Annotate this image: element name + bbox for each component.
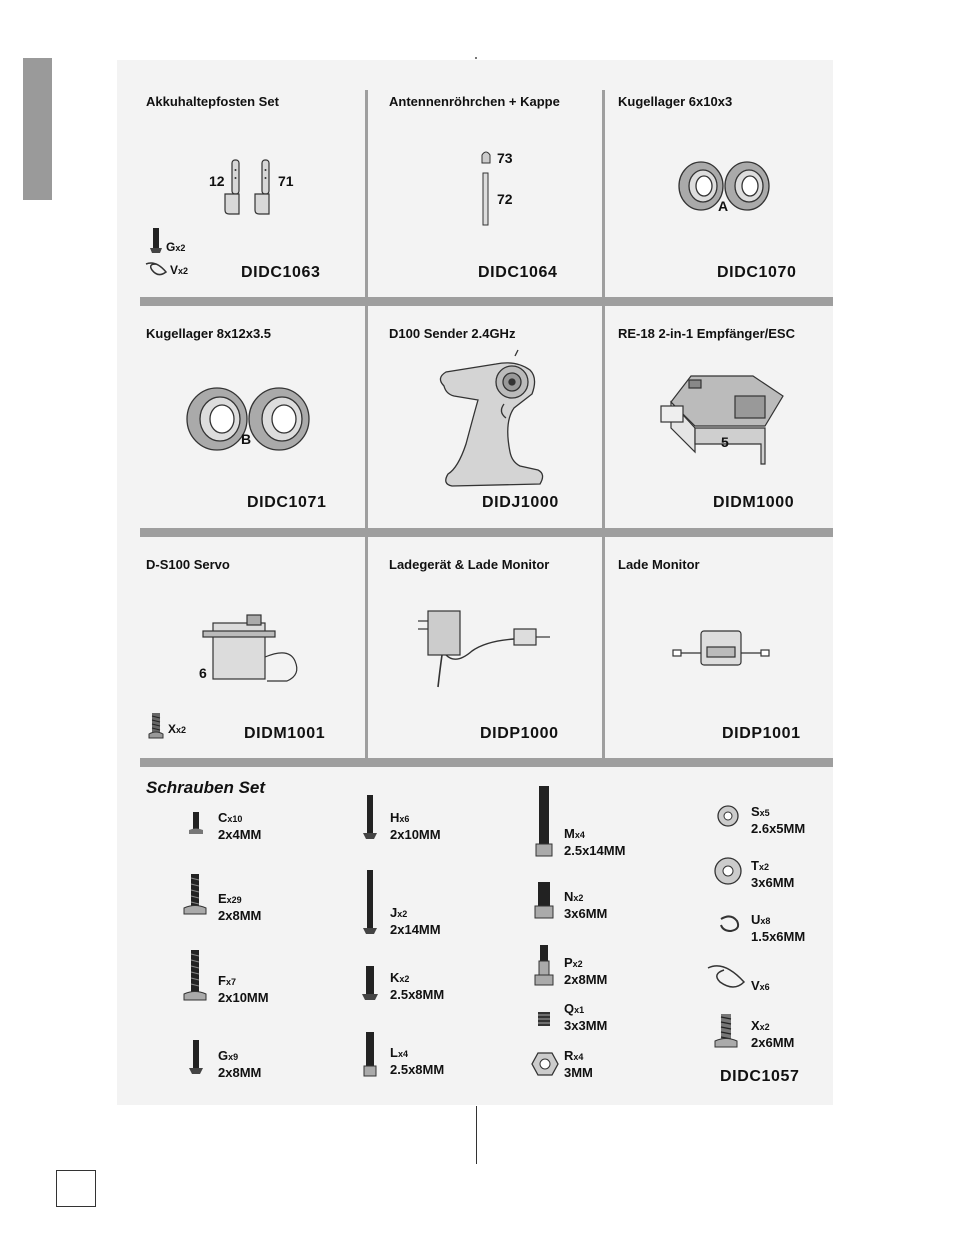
kit-title: Lade Monitor: [618, 557, 700, 572]
kit-code: DIDJ1000: [482, 494, 559, 511]
kit-lade-monitor: [605, 537, 833, 758]
screw-e-icon: [183, 874, 207, 918]
divider-h1: [140, 297, 833, 306]
screw-v-label: Vx6: [751, 978, 770, 993]
extra-v: Vx2: [170, 263, 189, 277]
part-label-5: 5: [721, 434, 729, 450]
kit-ladegeraet: [368, 537, 602, 758]
screw-n-icon: [533, 882, 555, 920]
screw-q-label: Qx1 3x3MM: [564, 1001, 608, 1033]
kit-antennenroehrchen: [368, 60, 602, 297]
part-label-b: B: [241, 431, 252, 447]
kit-title: Ladegerät & Lade Monitor: [389, 557, 550, 572]
screw-x-label: Xx2 2x6MM: [751, 1018, 795, 1050]
screw-p-label: Px2 2x8MM: [564, 955, 608, 987]
screw-c-icon: [188, 812, 204, 838]
kit-code: DIDP1000: [480, 725, 559, 742]
part-label-71: 71: [278, 173, 294, 189]
section-tab: [23, 58, 52, 200]
kit-title: Akkuhaltepfosten Set: [146, 94, 279, 109]
extra-g: Gx2: [166, 240, 186, 254]
screw-h-icon: [362, 795, 378, 841]
kit-code: DIDM1000: [713, 494, 795, 511]
kit-title: Kugellager 6x10x3: [618, 94, 733, 109]
screw-g-label: Gx9 2x8MM: [218, 1048, 262, 1080]
divider-h2: [140, 528, 833, 537]
washer-t-icon: [713, 856, 743, 886]
receiver-esc-icon: [659, 372, 789, 467]
part-label-12: 12: [209, 173, 225, 189]
kit-code: DIDP1001: [722, 725, 801, 742]
antenna-cap-icon: [481, 150, 491, 164]
divider-h3: [140, 758, 833, 767]
kit-d-s100-servo: [117, 537, 365, 758]
servo-icon: [203, 609, 303, 685]
screw-set-code: DIDC1057: [720, 1068, 800, 1085]
antenna-tube-icon: [482, 172, 490, 226]
screw-n-label: Nx2 3x6MM: [564, 889, 608, 921]
screw-f-icon: [183, 950, 207, 1004]
kit-d100-sender: [368, 306, 602, 528]
kit-code: DIDM1001: [244, 725, 326, 742]
kit-akkuhaltepfosten: [117, 60, 365, 297]
screw-set-title: Schrauben Set: [146, 778, 266, 797]
kit-code: DIDC1071: [247, 494, 327, 511]
transmitter-icon: [434, 348, 544, 488]
screw-g-icon: [149, 228, 163, 254]
body-clip-v-icon: [706, 962, 748, 992]
part-label-a: A: [718, 198, 729, 214]
footer-divider: [476, 1106, 477, 1164]
screw-x-icon: [714, 1014, 738, 1050]
part-label-72: 72: [497, 191, 513, 207]
screw-r-label: Rx4 3MM: [564, 1048, 593, 1080]
kit-title: Kugellager 8x12x3.5: [146, 326, 272, 341]
screw-k-label: Kx2 2.5x8MM: [390, 970, 445, 1002]
screw-p-icon: [533, 945, 555, 987]
e-clip-u-icon: [717, 915, 741, 933]
screw-c-label: Cx10 2x4MM: [218, 810, 262, 842]
screw-l-label: Lx4 2.5x8MM: [390, 1045, 445, 1077]
screw-f-label: Fx7 2x10MM: [218, 973, 269, 1005]
screw-m-icon: [534, 786, 554, 858]
part-label-6: 6: [199, 665, 207, 681]
screw-h-label: Hx6 2x10MM: [390, 810, 441, 842]
kit-kugellager-6x10x3: [605, 60, 833, 297]
screw-g-icon: [188, 1040, 204, 1076]
nut-r-icon: [531, 1052, 559, 1076]
kit-code: DIDC1064: [478, 264, 558, 281]
screw-x-icon: [148, 713, 164, 741]
kit-code: DIDC1070: [717, 264, 797, 281]
screw-t-label: Tx2 3x6MM: [751, 858, 795, 890]
charger-icon: [416, 607, 556, 689]
page-number-box: [56, 1170, 96, 1207]
body-clip-icon: [144, 260, 170, 278]
screw-j-icon: [362, 870, 378, 936]
charge-monitor-icon: [671, 629, 771, 667]
screw-s-label: Sx5 2.6x5MM: [751, 804, 806, 836]
kit-title: D100 Sender 2.4GHz: [389, 326, 516, 341]
screw-l-icon: [361, 1032, 379, 1078]
screw-e-label: Ex29 2x8MM: [218, 891, 262, 923]
washer-s-icon: [716, 804, 740, 828]
kit-title: RE-18 2-in-1 Empfänger/ESC: [618, 326, 795, 341]
kit-code: DIDC1063: [241, 264, 321, 281]
kit-re18-empfaenger: [605, 306, 833, 528]
kit-kugellager-8x12x3-5: [117, 306, 365, 528]
screw-u-label: Ux8 1.5x6MM: [751, 912, 806, 944]
screw-q-icon: [537, 1011, 551, 1027]
screw-m-label: Mx4 2.5x14MM: [564, 826, 626, 858]
page-mark: [475, 57, 477, 59]
part-label-73: 73: [497, 150, 513, 166]
extra-x: Xx2: [168, 722, 187, 736]
kit-title: D-S100 Servo: [146, 557, 230, 572]
screw-j-label: Jx2 2x14MM: [390, 905, 441, 937]
screw-k-icon: [361, 966, 379, 1002]
kit-title: Antennenröhrchen + Kappe: [389, 94, 560, 109]
